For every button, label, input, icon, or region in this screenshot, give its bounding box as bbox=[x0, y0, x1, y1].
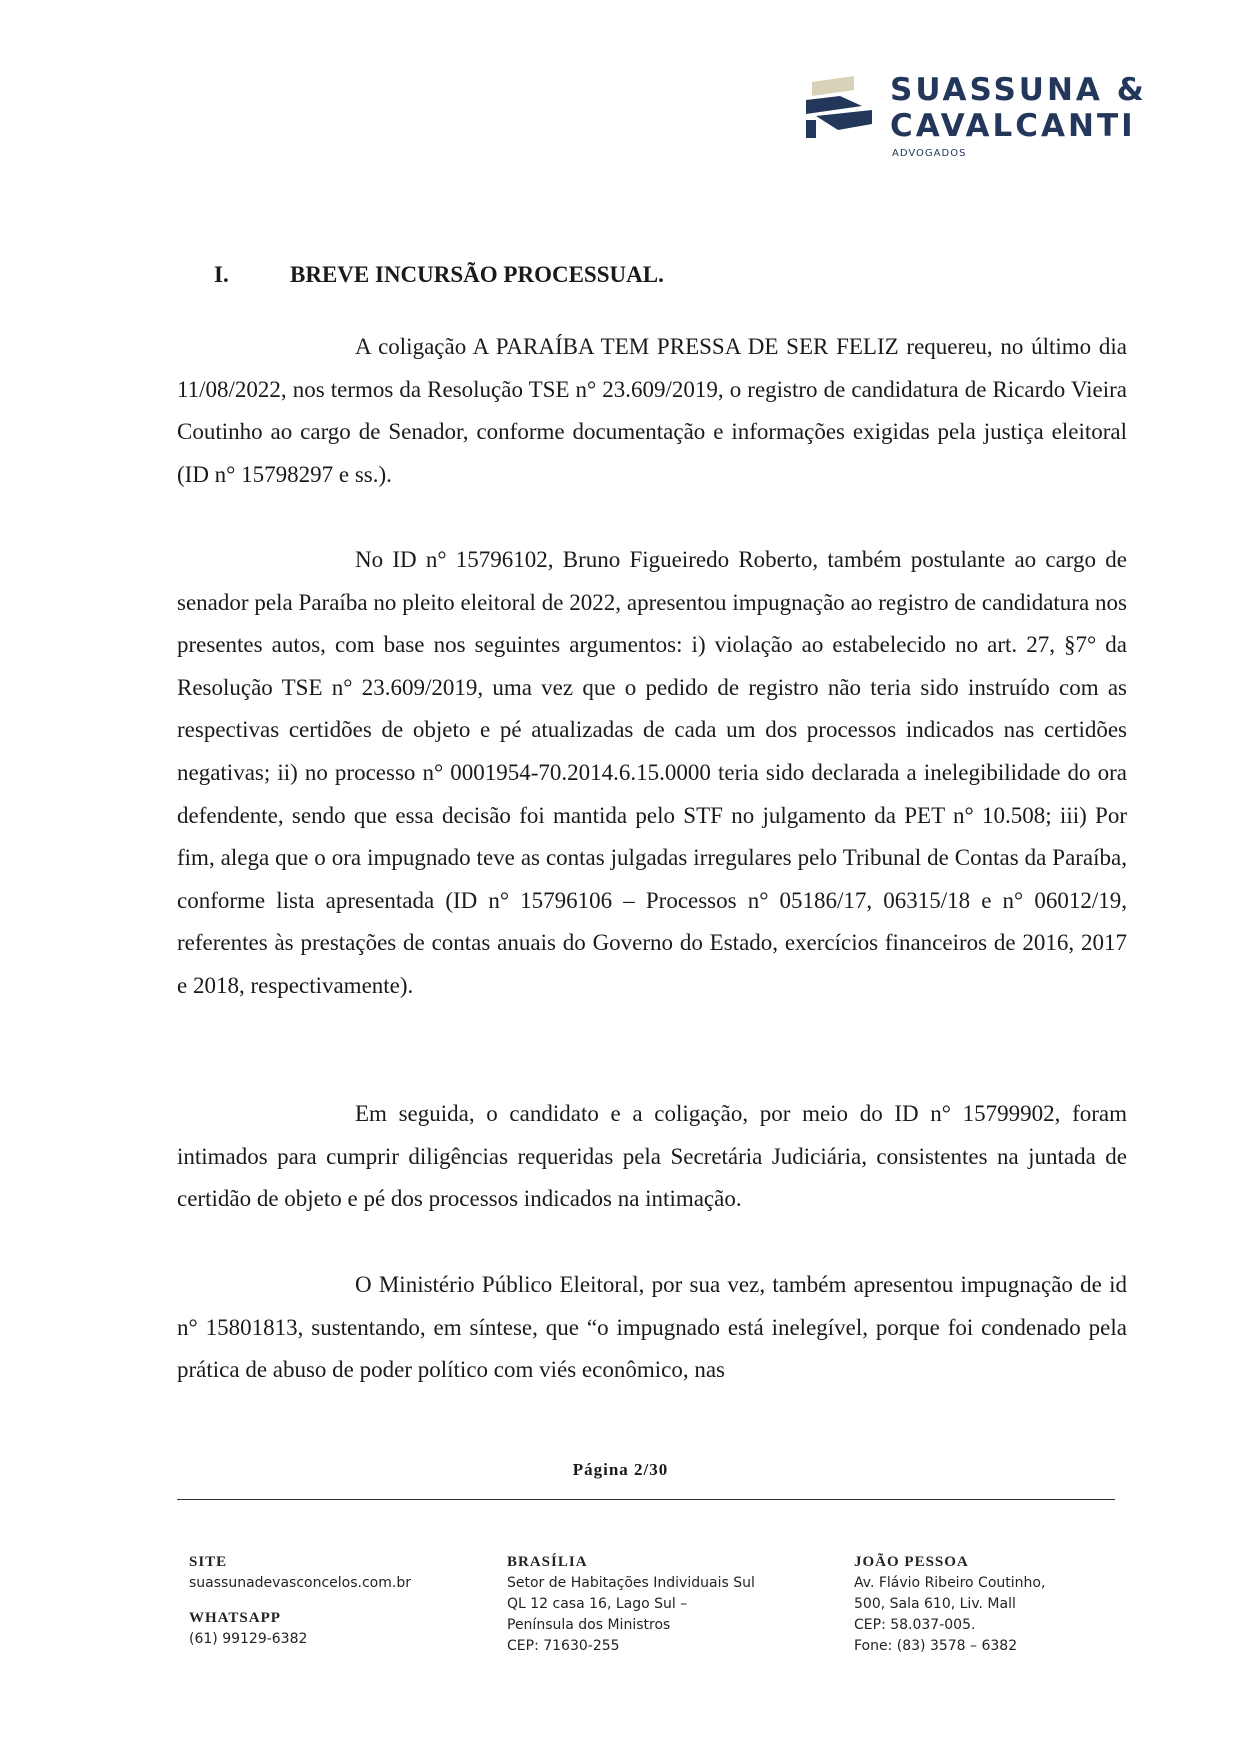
logo-text-line1: SUASSUNA & bbox=[890, 72, 1147, 108]
footer-divider bbox=[177, 1499, 1115, 1500]
footer-brasilia-label: BRASÍLIA bbox=[507, 1554, 588, 1570]
section-number: I. bbox=[214, 262, 229, 287]
footer-brasilia-line: Península dos Ministros bbox=[507, 1617, 671, 1633]
footer-joao-line: 500, Sala 610, Liv. Mall bbox=[854, 1596, 1016, 1612]
paragraph-3 bbox=[177, 1093, 1127, 1221]
footer-site-label: SITE bbox=[189, 1554, 228, 1570]
section-heading bbox=[214, 262, 664, 288]
footer-joao-line: CEP: 58.037-005. bbox=[854, 1617, 976, 1633]
logo-subtitle: ADVOGADOS bbox=[892, 148, 967, 159]
company-logo bbox=[806, 72, 1147, 164]
footer-joao-line: Av. Flávio Ribeiro Coutinho, bbox=[854, 1575, 1046, 1591]
paragraph-4-text: O Ministério Público Eleitoral, por sua vez, também apresentou impugnação de id n° 15801813, sustentando, em síntese, que “o impugnado está inelegível, porque foi condenado pela prática de abuso de poder político com viés econômico, nas bbox=[177, 1272, 1127, 1383]
footer-contact bbox=[189, 1552, 411, 1650]
logo-text-line2: CAVALCANTI bbox=[890, 108, 1136, 144]
page-number: Página 2/30 bbox=[572, 1460, 669, 1479]
footer-joao-line: Fone: (83) 3578 – 6382 bbox=[854, 1638, 1018, 1654]
footer-brasilia-line: QL 12 casa 16, Lago Sul – bbox=[507, 1596, 688, 1612]
section-title: BREVE INCURSÃO PROCESSUAL. bbox=[290, 262, 664, 287]
paragraph-2 bbox=[177, 539, 1127, 1008]
footer-site-link[interactable]: suassunadevasconcelos.com.br bbox=[189, 1575, 411, 1591]
paragraph-3-text: Em seguida, o candidato e a coligação, por meio do ID n° 15799902, foram intimados para cumprir diligências requeridas pela Secretária Judiciária, consistentes na juntada de certidão de objeto e pé dos processos indicados na intimação. bbox=[177, 1101, 1127, 1212]
footer-brasilia bbox=[507, 1552, 755, 1657]
footer-whatsapp-label: WHATSAPP bbox=[189, 1610, 281, 1626]
paragraph-1-text: A coligação A PARAÍBA TEM PRESSA DE SER FELIZ requereu, no último dia 11/08/2022, nos termos da Resolução TSE n° 23.609/2019, o registro de candidatura de Ricardo Vieira Coutinho ao cargo de Senador, conforme documentação e informações exigidas pela justiça eleitoral (ID n° 15798297 e ss.). bbox=[177, 334, 1127, 487]
logo-mark-icon bbox=[806, 76, 872, 142]
paragraph-2-text: No ID n° 15796102, Bruno Figueiredo Roberto, também postulante ao cargo de senador pela Paraíba no pleito eleitoral de 2022, apresentou impugnação ao registro de candidatura nos presentes autos, com base nos seguintes argumentos: i) violação ao estabelecido no art. 27, §7° da Resolução TSE n° 23.609/2019, uma vez que o pedido de registro não teria sido instruído com as respectivas certidões de objeto e pé atualizadas de cada um dos processos indicados nas certidões negativas; ii) no processo n° 0001954-70.2014.6.15.0000 teria sido declarada a inelegibilidade do ora defendente, sendo que essa decisão foi mantida pelo STF no julgamento da PET n° 10.508; iii) Por fim, alega que o ora impugnado teve as contas julgadas irregulares pelo Tribunal de Contas da Paraíba, conforme lista apresentada (ID n° 15796106 – Processos n° 05186/17, 06315/18 e n° 06012/19, referentes às prestações de contas anuais do Governo do Estado, exercícios financeiros de 2016, 2017 e 2018, respectivamente). bbox=[177, 547, 1127, 998]
footer-brasilia-line: Setor de Habitações Individuais Sul bbox=[507, 1575, 755, 1591]
footer-joao-pessoa bbox=[854, 1552, 1045, 1657]
paragraph-4 bbox=[177, 1264, 1127, 1392]
footer-joao-label: JOÃO PESSOA bbox=[854, 1554, 969, 1570]
paragraph-1 bbox=[177, 326, 1127, 496]
footer-brasilia-line: CEP: 71630-255 bbox=[507, 1638, 620, 1654]
footer-whatsapp-value: (61) 99129-6382 bbox=[189, 1631, 308, 1647]
